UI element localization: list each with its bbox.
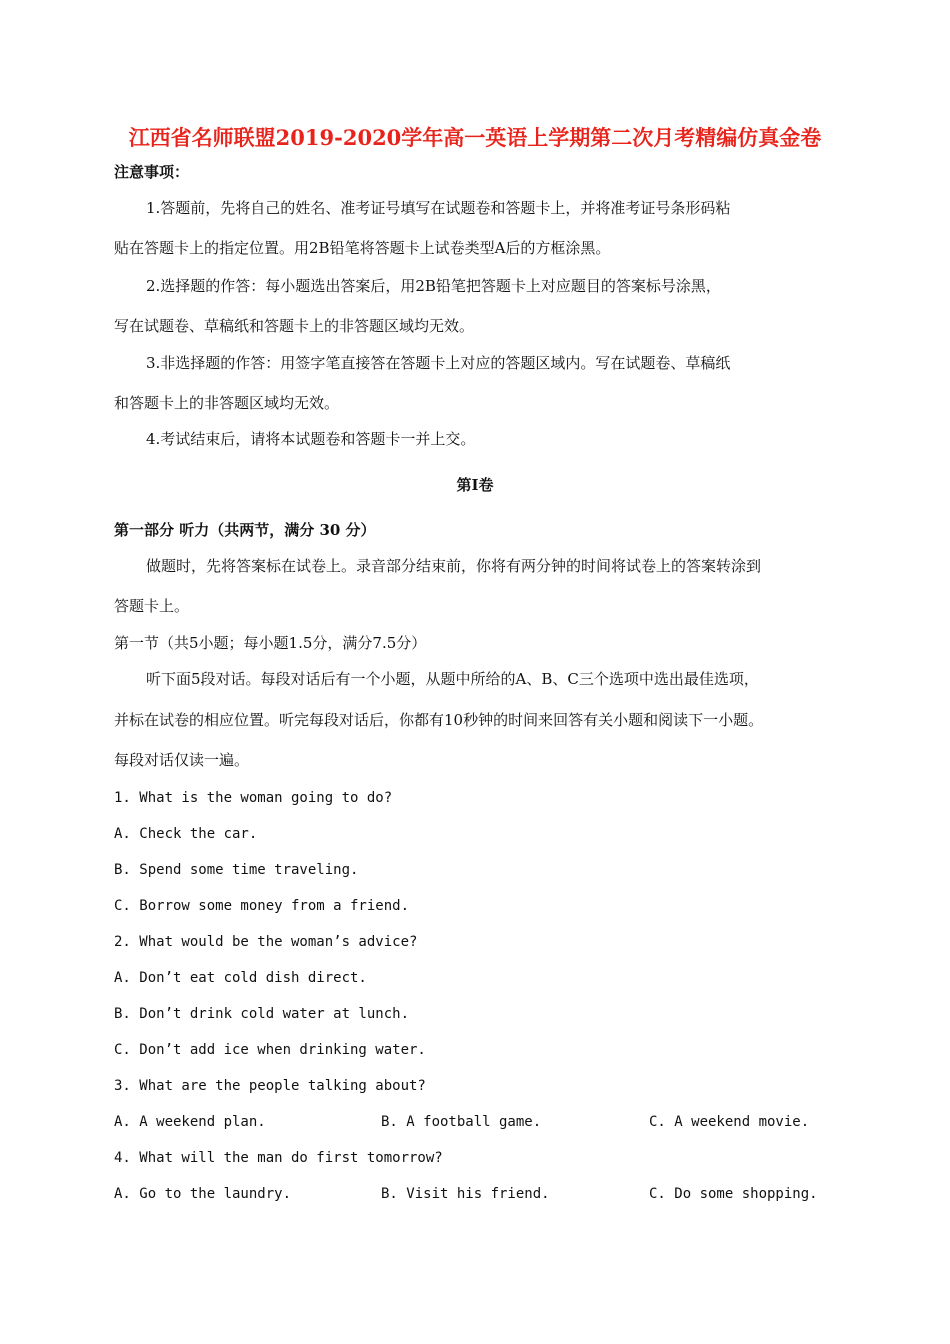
q1-option-c: C. Borrow some money from a friend. (114, 898, 410, 914)
document-title: 江西省名师联盟2019-2020学年高一英语上学期第二次月考精编仿真金卷 (128, 125, 822, 150)
q4-option-c: C. Do some shopping. (649, 1186, 818, 1202)
q1-option-a: A. Check the car. (114, 826, 258, 842)
volume-heading: 第I卷 (456, 476, 494, 494)
notice-item-3a: 3.非选择题的作答：用签字笔直接答在答题卡上对应的答题区域内。写在试题卷、草稿纸 (146, 354, 731, 372)
notice-item-1a: 1.答题前，先将自己的姓名、准考证号填写在试题卷和答题卡上，并将准考证号条形码粘 (146, 199, 731, 217)
notice-item-4: 4.考试结束后，请将本试题卷和答题卡一并上交。 (146, 430, 476, 448)
q3-option-b: B. A football game. (381, 1114, 542, 1130)
q3-option-c: C. A weekend movie. (649, 1114, 810, 1130)
q3-stem: 3. What are the people talking about? (114, 1078, 426, 1094)
q3-option-a: A. A weekend plan. (114, 1114, 266, 1130)
q2-option-c: C. Don’t add ice when drinking water. (114, 1042, 426, 1058)
q2-option-b: B. Don’t drink cold water at lunch. (114, 1006, 410, 1022)
q1-option-b: B. Spend some time traveling. (114, 862, 359, 878)
section1-heading: 第一节（共5小题；每小题1.5分，满分7.5分） (114, 634, 427, 652)
notice-item-2a: 2.选择题的作答：每小题选出答案后，用2B铅笔把答题卡上对应题目的答案标号涂黑， (146, 277, 721, 295)
q2-option-a: A. Don’t eat cold dish direct. (114, 970, 367, 986)
section1-instr-2: 并标在试卷的相应位置。听完每段对话后，你都有10秒钟的时间来回答有关小题和阅读下一小题。 (114, 711, 764, 729)
q4-option-b: B. Visit his friend. (381, 1186, 550, 1202)
q4-stem: 4. What will the man do first tomorrow? (114, 1150, 443, 1166)
part1-intro-2: 答题卡上。 (114, 597, 190, 615)
notice-heading: 注意事项： (114, 163, 190, 181)
part1-heading: 第一部分 听力（共两节，满分 30 分） (114, 521, 376, 539)
notice-item-3b: 和答题卡上的非答题区域均无效。 (114, 394, 340, 412)
notice-item-1b: 贴在答题卡上的指定位置。用2B铅笔将答题卡上试卷类型A后的方框涂黑。 (114, 239, 611, 257)
q4-option-a: A. Go to the laundry. (114, 1186, 292, 1202)
part1-intro-1: 做题时，先将答案标在试卷上。录音部分结束前，你将有两分钟的时间将试卷上的答案转涂到 (146, 557, 762, 575)
notice-item-2b: 写在试题卷、草稿纸和答题卡上的非答题区域均无效。 (114, 317, 475, 335)
q2-stem: 2. What would be the woman’s advice? (114, 934, 418, 950)
section1-instr-3: 每段对话仅读一遍。 (114, 751, 250, 769)
q1-stem: 1. What is the woman going to do? (114, 790, 393, 806)
section1-instr-1: 听下面5段对话。每段对话后有一个小题，从题中所给的A、B、C三个选项中选出最佳选项， (146, 670, 759, 688)
